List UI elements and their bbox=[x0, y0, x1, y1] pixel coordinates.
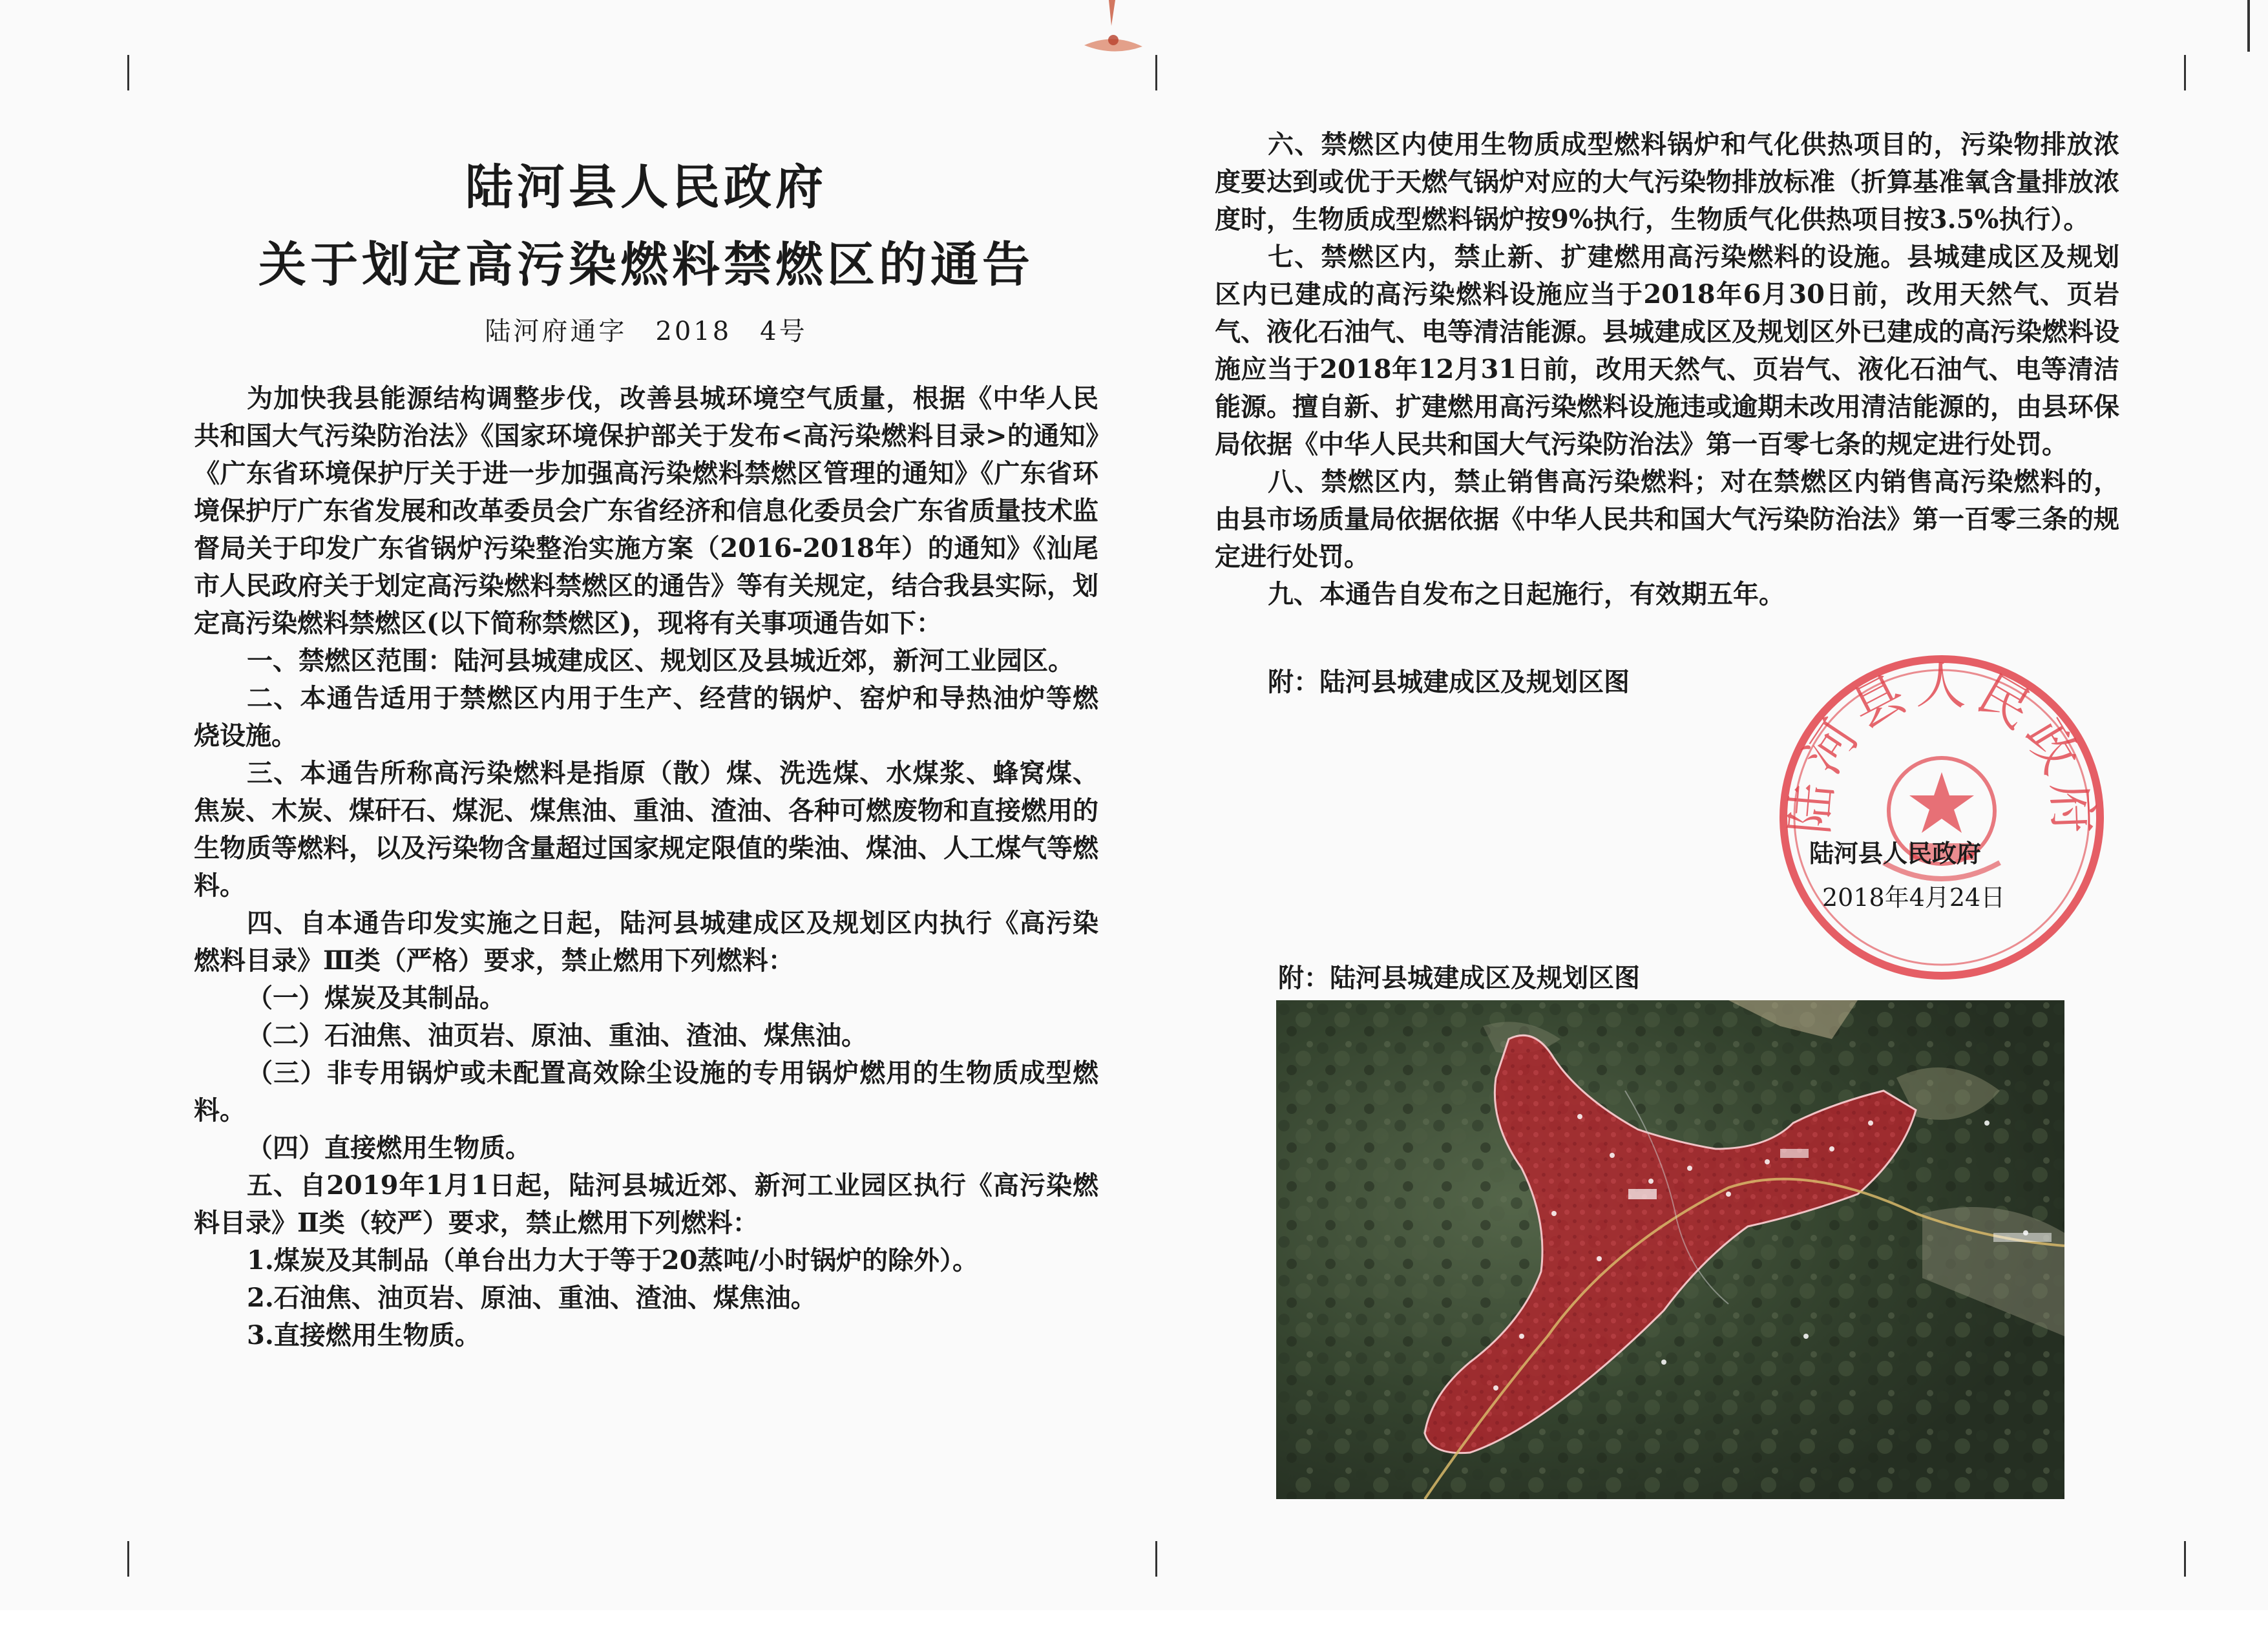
signature-date: 2018年4月24日 bbox=[1822, 883, 2006, 912]
edge-mark bbox=[2247, 0, 2250, 52]
registration-mark bbox=[2184, 55, 2186, 90]
svg-text:陆河县人民政府: 陆河县人民政府 bbox=[1781, 656, 2102, 841]
binding-mark-icon bbox=[1078, 0, 1149, 58]
clause-2: 二、本通告适用于禁燃区内用于生产、经营的锅炉、窑炉和导热油炉等燃烧设施。 bbox=[194, 683, 1098, 751]
clause-4-sub-1: （一）煤炭及其制品。 bbox=[247, 983, 505, 1013]
attachment-note: 附：陆河县城建成区及规划区图 bbox=[1268, 667, 1630, 697]
clause-4-sub-3: （三）非专用锅炉或未配置高效除尘设施的专用锅炉燃用的生物质成型燃料。 bbox=[194, 1058, 1098, 1126]
scan-margin bbox=[0, 1610, 2268, 1649]
clause-5-sub-1: 1.煤炭及其制品（单台出力大于等于20蒸吨/小时锅炉的除外）。 bbox=[247, 1245, 979, 1276]
clause-3: 三、本通告所称高污染燃料是指原（散）煤、洗选煤、水煤浆、蜂窝煤、焦炭、木炭、煤矸石、煤泥、煤焦油、重油、渣油、各种可燃废物和直接燃用的生物质等燃料，以及污染物含量超过国家规定限值的柴油、煤油、人工煤气等燃料。 bbox=[194, 758, 1098, 901]
right-column bbox=[1215, 126, 2119, 701]
left-column bbox=[194, 142, 1098, 1354]
registration-mark bbox=[127, 1541, 129, 1577]
intro-paragraph: 为加快我县能源结构调整步伐，改善县城环境空气质量，根据《中华人民共和国大气污染防治法》《国家环境保护部关于发布<高污染燃料目录>的通知》《广东省环境保护厅关于进一步加强高污染燃料禁燃区管理的通知》《广东省环境保护厅广东省发展和改革委员会广东省经济和信息化委员会广东省质量技术监督局关于印发广东省锅炉污染整治实施方案（2016-2018年）的通知》《汕尾市人民政府关于划定高污染燃料禁燃区的通告》等有关规定，结合我县实际，划定高污染燃料禁燃区(以下简称禁燃区)，现将有关事项通告如下： bbox=[194, 383, 1098, 638]
clause-6: 六、禁燃区内使用生物质成型燃料锅炉和气化供热项目的，污染物排放浓度要达到或优于天燃气锅炉对应的大气污染物排放标准（折算基准氧含量排放浓度时，生物质成型燃料锅炉按9%执行，生物质气化供热项目按3.5%执行）。 bbox=[1215, 129, 2119, 235]
registration-mark bbox=[1155, 1541, 1157, 1577]
clause-4-sub-2: （二）石油焦、油页岩、原油、重油、渣油、煤焦油。 bbox=[247, 1020, 867, 1051]
clause-1: 一、禁燃区范围：陆河县城建成区、规划区及县城近郊，新河工业园区。 bbox=[247, 646, 1074, 676]
official-seal-icon bbox=[1774, 649, 2110, 985]
clause-8: 八、禁燃区内，禁止销售高污染燃料；对在禁燃区内销售高污染燃料的，由县市场质量局依据依据《中华人民共和国大气污染防治法》第一百零三条的规定进行处罚。 bbox=[1215, 467, 2119, 572]
zoning-map-image bbox=[1276, 1000, 2064, 1499]
clause-4: 四、自本通告印发实施之日起，陆河县城建成区及规划区内执行《高污染燃料目录》Ⅲ类（严格）要求，禁止燃用下列燃料： bbox=[194, 908, 1098, 976]
registration-mark bbox=[2184, 1541, 2186, 1577]
map-title: 附：陆河县城建成区及规划区图 bbox=[1278, 963, 1640, 993]
clause-5-sub-2: 2.石油焦、油页岩、原油、重油、渣油、煤焦油。 bbox=[247, 1283, 817, 1313]
registration-mark bbox=[1155, 55, 1157, 90]
clause-4-sub-4: （四）直接燃用生物质。 bbox=[247, 1133, 531, 1163]
document-title-line2: 关于划定高污染燃料禁燃区的通告 bbox=[258, 237, 1034, 293]
clause-5-sub-3: 3.直接燃用生物质。 bbox=[247, 1320, 481, 1350]
registration-mark bbox=[127, 55, 129, 90]
clause-9: 九、本通告自发布之日起施行，有效期五年。 bbox=[1268, 579, 1785, 609]
document-title-line1: 陆河县人民政府 bbox=[465, 160, 827, 215]
clause-5: 五、自2019年1月1日起，陆河县城近郊、新河工业园区执行《高污染燃料目录》Ⅱ类（较严）要求，禁止燃用下列燃料： bbox=[194, 1170, 1098, 1238]
document-number: 陆河府通字 2018 4号 bbox=[485, 317, 808, 346]
clause-7: 七、禁燃区内，禁止新、扩建燃用高污染燃料的设施。县城建成区及规划区内已建成的高污染燃料设施应当于2018年6月30日前，改用天然气、页岩气、液化石油气、电等清洁能源。县城建成区及规划区外已建成的高污染燃料设施应当于2018年12月31日前，改用天然气、页岩气、液化石油气、电等清洁能源。擅自新、扩建燃用高污染燃料设施违或逾期未改用清洁能源的，由县环保局依据《中华人民共和国大气污染防治法》第一百零七条的规定进行处罚。 bbox=[1215, 242, 2119, 459]
signature-organization: 陆河县人民政府 bbox=[1809, 839, 1982, 868]
